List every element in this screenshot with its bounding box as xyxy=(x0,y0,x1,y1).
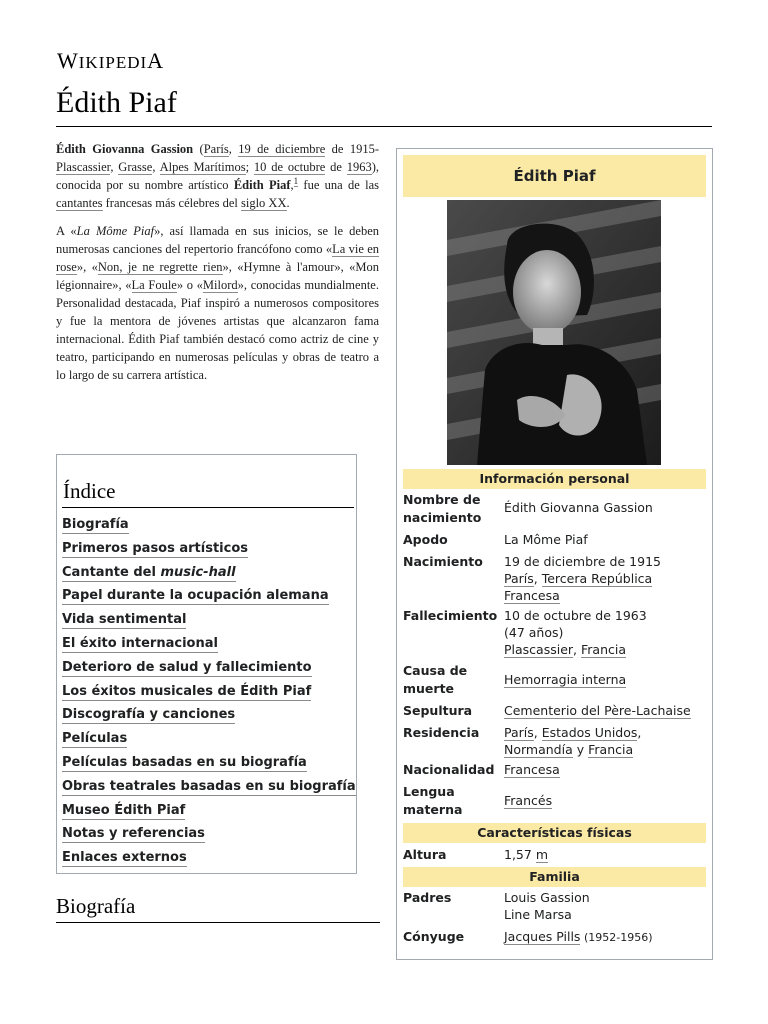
value-nationality xyxy=(504,761,706,778)
song-link-la-vie-en-rose[interactable]: La vie en rose xyxy=(56,242,379,274)
value-spouse xyxy=(504,928,706,946)
label-spouse: Cónyuge xyxy=(403,929,465,944)
wordmark-final: A xyxy=(147,48,165,73)
jacques-pills-link[interactable]: Jacques Pills xyxy=(504,929,581,944)
francesa-link[interactable]: Francesa xyxy=(504,588,560,603)
toc-item[interactable] xyxy=(62,846,356,870)
row-residence xyxy=(403,724,706,760)
text-fragment: , xyxy=(290,178,294,192)
text-fragment: », conocidas mundialmente. Personalidad destacada, Piaf inspiró a numerosos compositores y fue la mentora de jóvenes artistas que alcanzaron fama internacional. Édith Piaf también destacó como actriz de cine y teatro, participando en numerosas películas y obras de teatro a lo largo de su carrera artística. xyxy=(56,278,379,382)
toc-item-label[interactable]: Vida sentimental xyxy=(62,612,187,628)
label-death: Fallecimiento xyxy=(403,608,498,623)
wordmark-middle: IKIPEDI xyxy=(78,53,148,72)
separator: , xyxy=(533,571,542,586)
text-fragment: de 1915- xyxy=(325,142,380,156)
label-nationality: Nacionalidad xyxy=(403,762,495,777)
toc-item[interactable] xyxy=(62,775,356,799)
row-parents xyxy=(403,889,706,925)
toc-item[interactable] xyxy=(62,513,356,537)
page-title: Édith Piaf xyxy=(56,86,177,119)
text-fragment: ; xyxy=(245,160,254,174)
cementerio-link[interactable]: Cementerio del Père-Lachaise xyxy=(504,703,691,718)
tercera-republica-link[interactable]: Tercera República xyxy=(541,571,653,586)
text-fragment: ( xyxy=(193,142,204,156)
parent-father: Louis Gassion xyxy=(504,890,590,905)
separator: , xyxy=(573,642,581,657)
birth-place xyxy=(504,570,706,587)
value-birth xyxy=(504,553,706,604)
toc-item[interactable] xyxy=(62,799,356,823)
row-height xyxy=(403,846,706,864)
death-place xyxy=(504,641,706,658)
normandia-link[interactable]: Normandía xyxy=(504,742,573,757)
value-birth-name: Édith Giovanna Gassion xyxy=(504,500,653,515)
lead-paragraph-1 xyxy=(56,140,379,212)
height-number: 1,57 xyxy=(504,847,536,862)
row-birth-name xyxy=(403,491,706,527)
value-cause xyxy=(504,671,706,688)
francesa-link[interactable]: Francesa xyxy=(504,762,560,777)
conjunction: y xyxy=(572,742,589,757)
toc-item[interactable] xyxy=(62,608,356,632)
text-fragment: ), conocida por su nombre artístico xyxy=(56,160,380,192)
separator: , xyxy=(533,725,542,740)
value-burial xyxy=(504,702,706,719)
toc-item-label[interactable]: Discografía y canciones xyxy=(62,707,236,723)
toc-title: Índice xyxy=(63,479,116,503)
label-height: Altura xyxy=(403,847,447,862)
section-heading-biografia: Biografía xyxy=(56,894,136,918)
text-fragment: . xyxy=(286,196,290,210)
row-spouse xyxy=(403,928,706,946)
toc-item[interactable] xyxy=(62,584,356,608)
plascassier-link[interactable]: Plascassier xyxy=(504,642,574,657)
text-fragment: , xyxy=(152,160,160,174)
toc-item-label[interactable] xyxy=(62,565,236,582)
toc-item[interactable] xyxy=(62,656,356,680)
full-name: Édith Giovanna Gassion xyxy=(56,142,194,156)
text-fragment: , xyxy=(228,142,239,156)
value-height xyxy=(504,846,706,863)
spouse-years: (1952-1956) xyxy=(580,931,653,944)
value-death xyxy=(504,607,706,658)
label-birth-name: Nombre de nacimiento xyxy=(403,492,482,525)
birth-date: 19 de diciembre de 1915 xyxy=(504,554,661,569)
song-link-non-je-ne-regrette-rien[interactable]: Non, je ne regrette rien xyxy=(97,260,223,274)
toc-item[interactable] xyxy=(62,822,356,846)
toc-divider xyxy=(62,507,354,508)
section-divider xyxy=(56,922,380,923)
death-date: 10 de octubre de 1963 xyxy=(504,608,647,623)
toc-item-label[interactable]: Películas xyxy=(62,731,128,747)
toc-item[interactable] xyxy=(62,727,356,751)
row-nationality xyxy=(403,761,706,779)
row-nickname xyxy=(403,531,706,549)
value-parents xyxy=(504,889,706,923)
label-birth: Nacimiento xyxy=(403,554,483,569)
toc-list xyxy=(62,513,356,870)
song-link-milord[interactable]: Milord xyxy=(202,278,238,292)
value-language xyxy=(504,792,706,809)
row-mother-tongue xyxy=(403,783,706,819)
toc-item-italic: music-hall xyxy=(160,564,236,580)
reference-link[interactable]: 1 xyxy=(293,175,299,186)
toc-item-label[interactable]: Los éxitos musicales de Édith Piaf xyxy=(62,683,312,699)
wikipedia-wordmark[interactable] xyxy=(57,48,164,74)
separator: , xyxy=(637,725,642,740)
death-date-link[interactable]: 10 de octubre xyxy=(253,160,326,174)
francia-link[interactable]: Francia xyxy=(581,642,627,657)
value-residence xyxy=(504,724,706,758)
death-age: (47 años) xyxy=(504,625,564,640)
text-fragment: de xyxy=(325,160,347,174)
toc-item-label[interactable]: El éxito internacional xyxy=(62,635,218,651)
song-link-la-foule[interactable]: La Foule xyxy=(131,278,177,292)
wordmark-initial: W xyxy=(57,48,79,73)
birth-date-link[interactable]: 19 de diciembre xyxy=(238,142,326,156)
value-nickname: La Môme Piaf xyxy=(504,532,588,547)
row-burial xyxy=(403,702,706,720)
toc-item-label[interactable]: Notas y referencias xyxy=(62,826,205,842)
stage-name: Édith Piaf xyxy=(233,178,291,192)
label-parents: Padres xyxy=(403,890,452,905)
label-language: Lengua materna xyxy=(403,784,463,817)
infobox xyxy=(396,148,713,960)
label-nickname: Apodo xyxy=(403,532,448,547)
paris-link[interactable]: París xyxy=(504,571,534,586)
label-cause: Causa de muerte xyxy=(403,663,468,696)
frances-link[interactable]: Francés xyxy=(504,793,553,808)
text-fragment: fue una de las xyxy=(298,178,380,192)
toc-item[interactable] xyxy=(62,561,356,585)
toc-item-label[interactable]: Deterioro de salud y fallecimiento xyxy=(62,659,312,675)
toc-item-label[interactable]: Primeros pasos artísticos xyxy=(62,540,249,556)
grasse-link[interactable]: Grasse xyxy=(118,160,153,174)
row-birth xyxy=(403,553,706,605)
toc-item[interactable] xyxy=(62,751,356,775)
birth-place-link[interactable]: París xyxy=(203,142,229,156)
francia-link[interactable]: Francia xyxy=(588,742,634,757)
section-band-personal: Información personal xyxy=(403,469,706,489)
toc-item[interactable] xyxy=(62,632,356,656)
table-of-contents xyxy=(56,454,357,874)
text-fragment: », «Hymne à l'amour», «Mon légionnaire», « xyxy=(56,260,379,292)
label-burial: Sepultura xyxy=(403,703,473,718)
lead-section xyxy=(56,140,379,394)
section-band-family: Familia xyxy=(403,867,706,887)
parent-mother: Line Marsa xyxy=(504,907,572,922)
portrait-photo[interactable] xyxy=(447,200,661,465)
row-death xyxy=(403,607,706,659)
toc-item[interactable] xyxy=(62,680,356,704)
paris-link[interactable]: París xyxy=(504,725,534,740)
infobox-title: Édith Piaf xyxy=(403,155,706,197)
text-fragment: A « xyxy=(56,224,77,238)
cantantes-link[interactable]: cantantes xyxy=(56,196,103,210)
toc-item-label[interactable]: Películas basadas en su biografía xyxy=(62,754,307,770)
toc-item-label[interactable]: Obras teatrales basadas en su biografía xyxy=(62,778,356,794)
portrait-illustration xyxy=(447,200,661,465)
toc-item-label[interactable]: Museo Édith Piaf xyxy=(62,802,186,818)
hemorragia-link[interactable]: Hemorragia interna xyxy=(504,672,627,687)
text-fragment: francesas más célebres del xyxy=(102,196,241,210)
text-fragment: », así llamada en sus inicios, se le deben numerosas canciones del repertorio francófono como « xyxy=(56,224,379,256)
text-fragment: , xyxy=(110,160,119,174)
toc-item-text: Cantante del xyxy=(62,564,161,580)
year-1963-link[interactable]: 1963 xyxy=(346,160,372,174)
section-band-physical: Características físicas xyxy=(403,823,706,843)
label-residence: Residencia xyxy=(403,725,480,740)
lead-paragraph-2 xyxy=(56,222,379,384)
toc-item-label[interactable]: Enlaces externos xyxy=(62,850,187,866)
text-fragment: » o « xyxy=(176,278,203,292)
title-divider xyxy=(56,126,712,127)
text-fragment: », « xyxy=(76,260,98,274)
alpes-maritimos-link[interactable]: Alpes Marítimos xyxy=(159,160,246,174)
toc-item-label[interactable]: Biografía xyxy=(62,517,129,532)
toc-item[interactable] xyxy=(62,537,356,561)
plascassier-link[interactable]: Plascassier xyxy=(56,160,111,174)
siglo-xx-link[interactable]: siglo XX xyxy=(241,196,287,210)
toc-item[interactable] xyxy=(62,703,356,727)
metre-link[interactable]: m xyxy=(535,847,548,862)
nickname: La Môme Piaf xyxy=(76,224,155,238)
row-cause-of-death xyxy=(403,662,706,698)
toc-item-label[interactable]: Papel durante la ocupación alemana xyxy=(62,588,329,604)
estados-unidos-link[interactable]: Estados Unidos xyxy=(541,725,638,740)
